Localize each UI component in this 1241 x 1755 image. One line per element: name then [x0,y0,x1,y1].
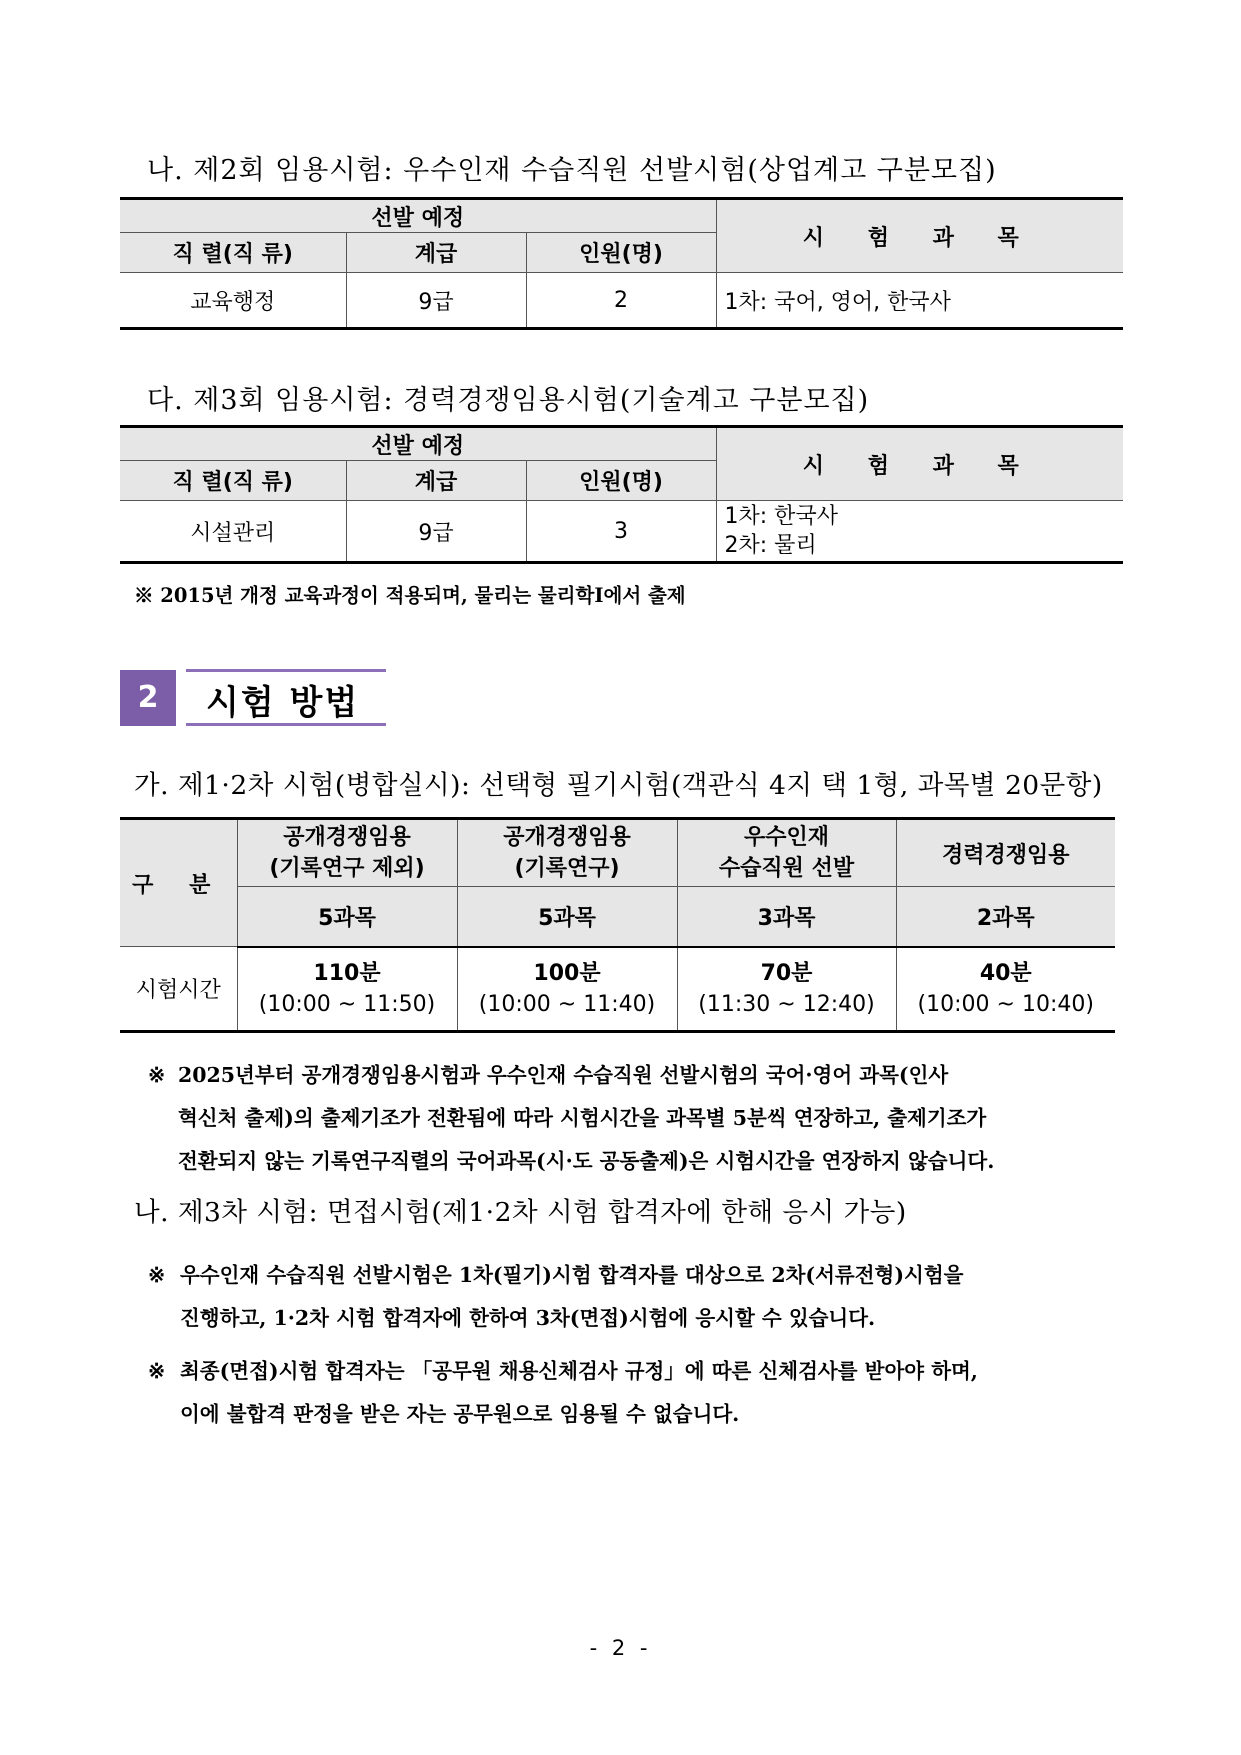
note-exam-time [148,1054,1118,1183]
header-job-series: 직 렬(직 류) [120,233,346,273]
cell-exam-time [457,947,677,1032]
cell-exam-time [896,947,1115,1032]
cell-grade: 9급 [346,501,526,563]
cell-subject-count: 3과목 [677,887,896,947]
exam-minutes: 70분 [760,960,813,986]
subject-line: 1차: 한국사 [724,504,838,529]
header-selection-plan: 선발 예정 [120,427,716,461]
header-col-4 [896,819,1115,887]
header-grade: 계급 [346,461,526,501]
header-job-series: 직 렬(직 류) [120,461,346,501]
note-mark: ※ [148,1063,166,1087]
note-mark: ※ [148,1263,166,1287]
cell-subjects [716,501,1123,563]
cell-count: 2 [526,273,716,329]
header-col-1-line1: 공개경쟁임용 [283,825,411,850]
note-mark: ※ [148,1359,166,1383]
header-col-2-line2: (기록연구) [514,856,620,881]
heading-section-na: 나. 제2회 임용시험: 우수인재 수습직원 선발시험(상업계고 구분모집) [147,155,997,186]
header-col-1-line2: (기록연구 제외) [269,856,425,881]
cell-job: 교육행정 [120,273,346,329]
header-selection-plan: 선발 예정 [120,199,716,233]
subject-line: 2차: 물리 [724,533,817,558]
note-line: 우수인재 수습직원 선발시험은 1차(필기)시험 합격자를 대상으로 2차(서류전형)시험을 [180,1263,964,1287]
table-exam-time [120,817,1115,1033]
cell-exam-time [237,947,457,1032]
cell-job: 시설관리 [120,501,346,563]
header-col-4-line1: 경력경쟁임용 [941,842,1070,868]
header-col-1 [237,819,457,887]
exam-minutes: 100분 [533,960,601,986]
section-title: 시험 방법 [206,683,360,723]
exam-minutes: 110분 [313,960,381,986]
row-label-exam-time: 시험시간 [120,947,237,1032]
exam-time-range: (10:00 ~ 11:40) [478,991,656,1017]
header-col-2 [457,819,677,887]
header-col-3-line2: 수습직원 선발 [718,856,855,881]
header-grade: 계급 [346,233,526,273]
note-interview-2 [148,1350,1118,1436]
section-title-top-line [186,669,386,672]
note-line: 최종(면접)시험 합격자는 「공무원 채용신체검사 규정」에 따른 신체검사를 받아야 하며, [180,1359,978,1383]
heading-written-exam: 가. 제1·2차 시험(병합실시): 선택형 필기시험(객관식 4지 택 1형, 과목별 20문항) [134,770,1103,801]
page-number: - 2 - [589,1636,652,1660]
heading-interview: 나. 제3차 시험: 면접시험(제1·2차 시험 합격자에 한해 응시 가능) [134,1197,907,1228]
cell-exam-time [677,947,896,1032]
header-exam-subjects: 시 험 과 목 [716,427,1123,501]
exam-minutes: 40분 [979,960,1032,986]
note-interview-1 [148,1254,1118,1340]
header-category: 구 분 [120,819,237,947]
note-line: 전환되지 않는 기록연구직렬의 국어과목(시·도 공동출제)은 시험시간을 연장하지 않습니다. [178,1149,995,1173]
header-count: 인원(명) [526,461,716,501]
table-round2 [120,197,1123,330]
note-physics: ※ 2015년 개정 교육과정이 적용되며, 물리는 물리학Ⅰ에서 출제 [134,584,686,607]
header-count: 인원(명) [526,233,716,273]
exam-time-range: (10:00 ~ 11:50) [258,991,436,1017]
cell-subject-count: 5과목 [457,887,677,947]
header-col-3 [677,819,896,887]
cell-subject-count: 5과목 [237,887,457,947]
header-col-3-line1: 우수인재 [743,825,829,850]
exam-time-range: (10:00 ~ 10:40) [917,991,1094,1017]
note-line: 이에 불합격 판정을 받은 자는 공무원으로 임용될 수 없습니다. [180,1402,740,1426]
note-line: 혁신처 출제)의 출제기조가 전환됨에 따라 시험시간을 과목별 5분씩 연장하고, 출제기조가 [178,1106,987,1130]
cell-subject-count: 2과목 [896,887,1115,947]
cell-subjects: 1차: 국어, 영어, 한국사 [716,273,1123,329]
header-exam-subjects: 시 험 과 목 [716,199,1123,273]
header-col-2-line1: 공개경쟁임용 [503,825,631,850]
table-round3 [120,425,1123,564]
cell-grade: 9급 [346,273,526,329]
section-number: 2 [120,670,176,726]
note-line: 진행하고, 1·2차 시험 합격자에 한하여 3차(면접)시험에 응시할 수 있습니다. [180,1306,876,1330]
exam-time-range: (11:30 ~ 12:40) [698,991,875,1017]
heading-section-da: 다. 제3회 임용시험: 경력경쟁임용시험(기술계고 구분모집) [147,385,870,416]
cell-count: 3 [526,501,716,563]
section-title-bottom-line [186,723,386,726]
note-line: 2025년부터 공개경쟁임용시험과 우수인재 수습직원 선발시험의 국어·영어 과목(인사 [178,1063,949,1087]
